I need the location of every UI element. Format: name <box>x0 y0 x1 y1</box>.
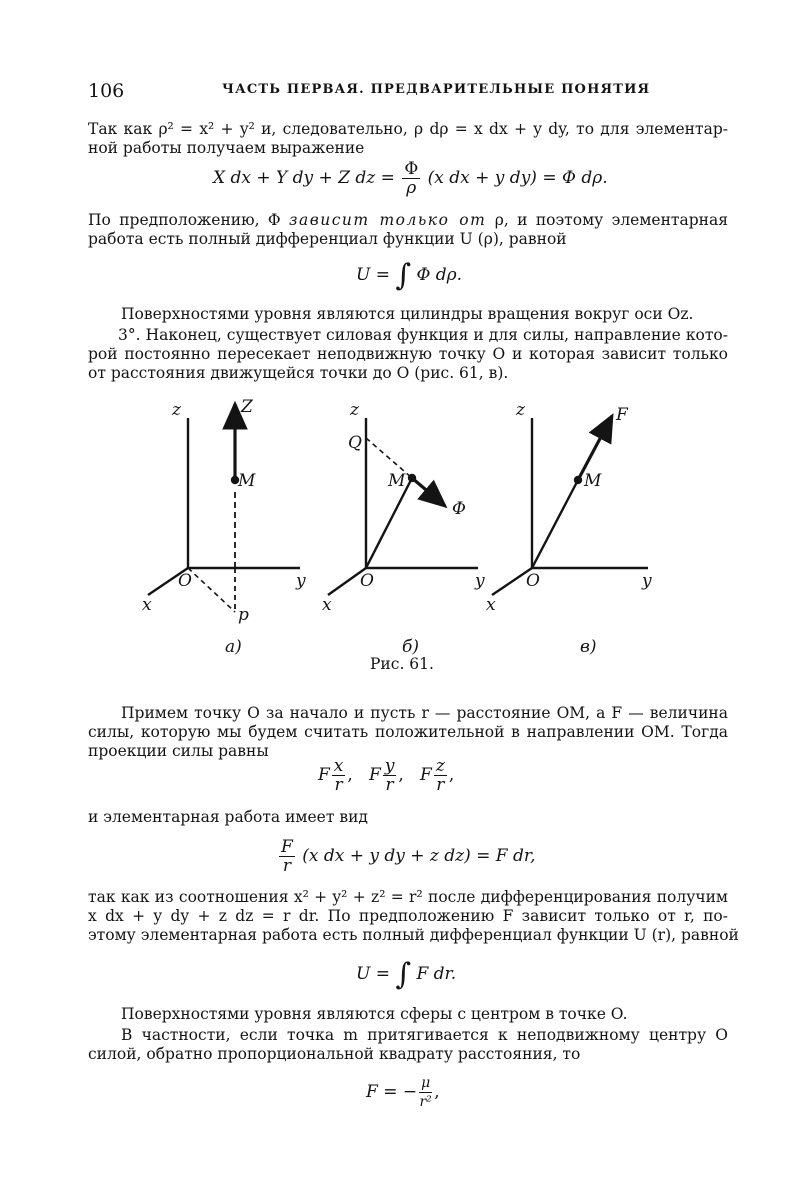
panel-a-O-label: O <box>178 571 192 591</box>
paragraph-8: Поверхностями уровня являются сферы с центром в точке O. <box>121 1005 628 1023</box>
panel-b-caption: б) <box>402 637 420 655</box>
panel-a-z-label: z <box>172 400 181 420</box>
equation-1-right: (x dx + y dy) = Φ dρ. <box>427 168 608 188</box>
panel-b-z-label: z <box>350 400 359 420</box>
paragraph-9: В частности, если точка m притягивается к неподвижному центру O силой, обратно пропорциональной квадрату расстояния, то <box>88 1026 728 1063</box>
equation-2: U = ∫ Φ dρ. <box>356 258 463 293</box>
figure-61 <box>120 390 680 655</box>
paragraph-6: и элементарная работа имеет вид <box>88 808 368 826</box>
panel-b-phi-label: Φ <box>452 499 466 519</box>
panel-c-y-label: y <box>642 571 652 591</box>
panel-c-M-label: M <box>584 471 602 491</box>
panel-b-M-label: M <box>388 471 406 491</box>
equation-1-fraction: $\frac{\Phi}{\rho}$ <box>404 159 419 198</box>
paragraph-1-line-1: Так как ρ² = x² + y² и, следовательно, ρ dρ = x dx + y dy, то для элементар- <box>88 120 728 138</box>
paragraph-7: так как из соотношения x² + y² + z² = r² после дифференцирования получим x dx + y dy + z dz = r dr. По предположению F зависит только от r, по- этому элементарная работа есть полный дифференциал функции U (r), равной <box>88 888 739 944</box>
panel-c-O-label: O <box>526 571 540 591</box>
panel-b-x-label: x <box>322 595 332 615</box>
paragraph-2-line-1: По предположению, Φ зависит только от ρ, и поэтому элементарная <box>88 211 728 229</box>
paragraph-2-line-2: работа есть полный дифференциал функции U (ρ), равной <box>88 230 567 248</box>
paragraph-2 <box>88 211 728 249</box>
figure-panel-a <box>148 404 300 612</box>
equation-3: F $\frac{x}{r}$ , F $\frac{y}{r}$ , F $\frac{z}{r}$ , <box>318 756 455 795</box>
panel-a-x-label: x <box>142 595 152 615</box>
paragraph-4: 3°. Наконец, существует силовая функция и для силы, направление кото- рой постоянно пересекает неподвижную точку O и которая зависит только от расстояния движущейся точки до O (рис. 61, в). <box>88 326 728 382</box>
page-number: 106 <box>88 80 125 102</box>
panel-b-Q-label: Q <box>348 433 362 453</box>
panel-c-F-label: F <box>616 405 628 425</box>
paragraph-1-line-2: ной работы получаем выражение <box>88 139 365 157</box>
panel-b-y-label: y <box>475 571 485 591</box>
paragraph-3: Поверхностями уровня являются цилиндры вращения вокруг оси Oz. <box>121 305 694 323</box>
panel-c-z-label: z <box>516 400 525 420</box>
running-header: ЧАСТЬ ПЕРВАЯ. ПРЕДВАРИТЕЛЬНЫЕ ПОНЯТИЯ <box>222 82 651 97</box>
panel-a-Z-label: Z <box>241 397 253 417</box>
paragraph-5: Примем точку O за начало и пусть r — расстояние OM, а F — величина силы, которую мы будем считать положительной в направлении OM. Тогда проекции силы равны <box>88 704 728 760</box>
figure-caption: Рис. 61. <box>370 655 434 673</box>
paragraph-1 <box>88 120 728 158</box>
equation-4: $\frac{F}{r}$ (x dx + y dy + z dz) = F dr, <box>281 837 536 876</box>
equation-1 <box>213 160 608 197</box>
panel-a-p-label: p <box>238 605 249 625</box>
equation-5: U = ∫ F dr. <box>356 957 457 992</box>
panel-c-caption: в) <box>580 637 597 655</box>
panel-b-O-label: O <box>360 571 374 591</box>
panel-a-y-label: y <box>296 571 306 591</box>
equation-6: F = − $\frac{\mu}{\text{r²}}$ , <box>366 1075 440 1110</box>
panel-a-caption: а) <box>225 637 242 655</box>
equation-1-left: X dx + Y dy + Z dz = <box>213 168 395 188</box>
panel-c-x-label: x <box>486 595 496 615</box>
figure-panel-c <box>492 416 648 595</box>
panel-a-M-label: M <box>238 471 256 491</box>
